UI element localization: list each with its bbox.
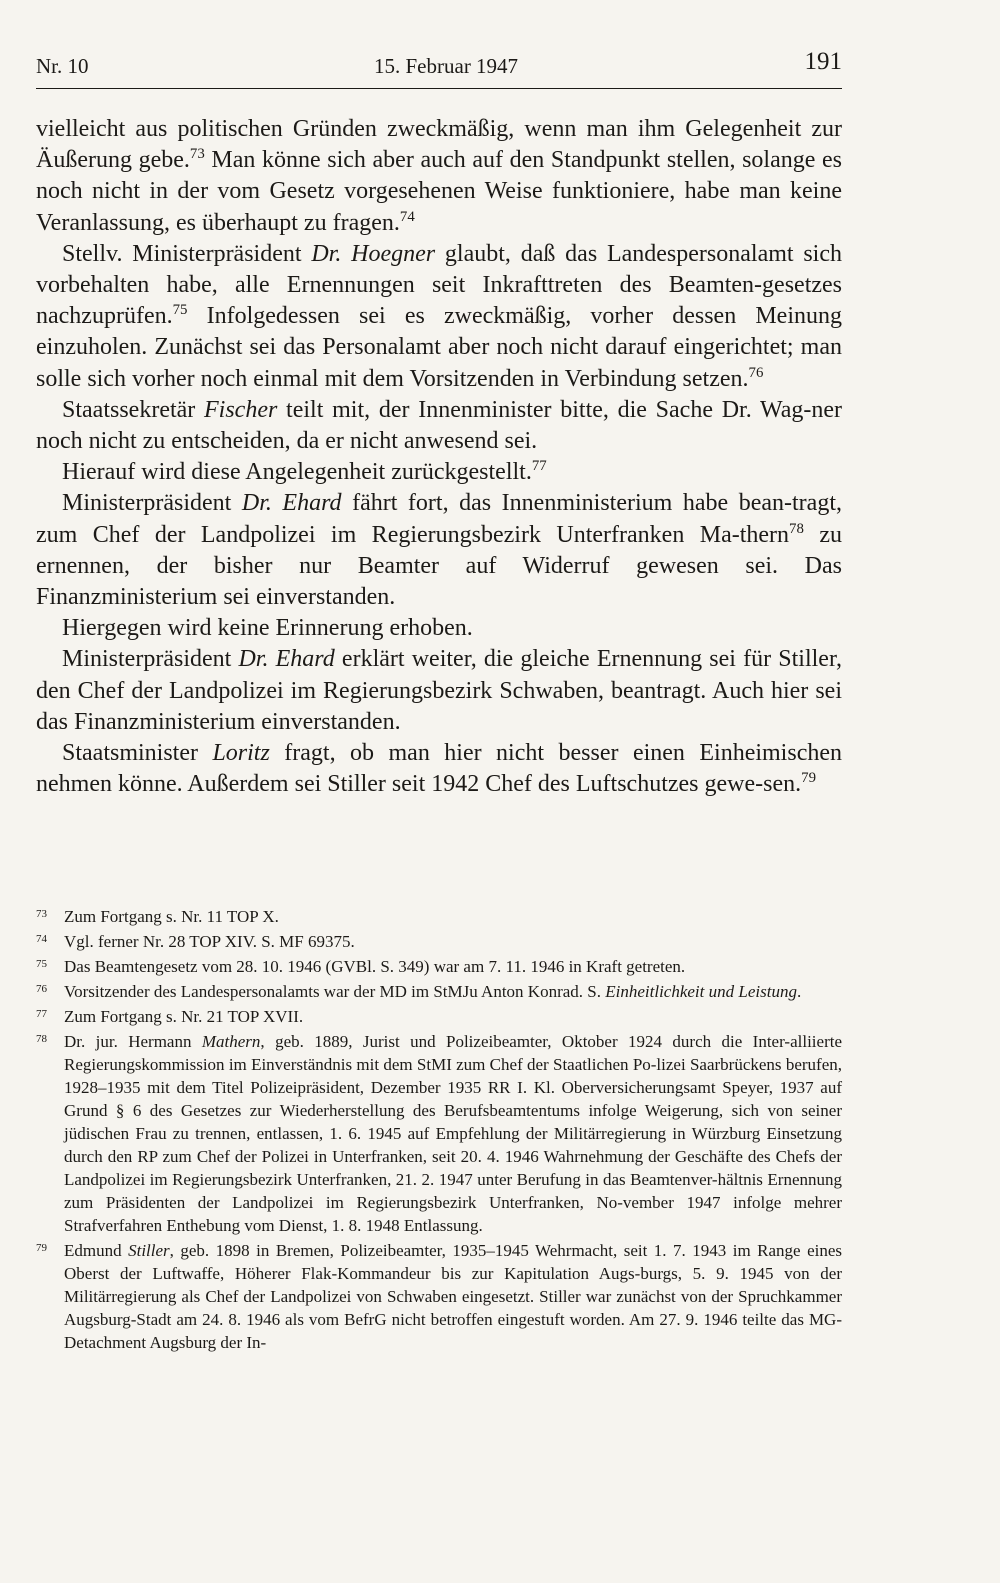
footnote-ref-79[interactable]: 79 (801, 770, 817, 787)
text-run: Ministerpräsident (62, 646, 239, 673)
person-name: Dr. Hoegner (311, 240, 436, 267)
paragraph-2 (36, 239, 842, 395)
footnote-ref-74[interactable]: 74 (399, 208, 415, 225)
text-run: Man könne sich aber auch auf den Standpunkt stellen, solange es noch nicht in der vom Gesetz vorgesehenen Weise funktioniere, habe man keine Veranlassung, es überhaupt zu fragen. (36, 147, 843, 236)
footnote-77 (36, 1005, 842, 1028)
footnote-text: , geb. 1898 in Bremen, Polizeibeamter, 1935–1945 Wehrmacht, seit 1. 7. 1943 im Range eines Oberst der Luftwaffe, Höherer Flak-Kommandeur bis zur Kapitulation Augs-burgs, 5. 9. 1945 von der Militärregierung als Chef der Landpolizei von Schwaben eingesetzt. Stiller war zunächst von der Spruchkammer Augsburg-Stadt am 24. 8. 1946 als vom BefrG nicht betroffen eingestuft worden. Am 27. 9. 1946 teilte das MG-Detachment Augsburg der In- (64, 1241, 842, 1352)
page-header (36, 48, 842, 89)
text-run: Staatsminister (62, 740, 213, 767)
footnote-ref-78[interactable]: 78 (789, 520, 804, 537)
footnote-text: Dr. jur. Hermann (64, 1032, 202, 1051)
publication-title: Einheitlichkeit und Leistung (605, 982, 797, 1001)
person-name: Stiller (128, 1241, 170, 1260)
text-run: Infolgedessen sei es zweckmäßig, vorher dessen Meinung einzuholen. Zunächst sei das Personalamt aber noch nicht darauf eingerichtet; man solle sich vorher noch einmal mit dem Vorsitzenden in Verbindung setzen. (36, 303, 842, 392)
footnote-text: . (796, 982, 802, 1001)
text-run: Staatssekretär (62, 396, 205, 423)
text-run: Stellv. Ministerpräsident (62, 240, 312, 267)
footnote-text: Vorsitzender des Landespersonalamts war der MD im StMJu Anton Konrad. S. (64, 982, 606, 1001)
paragraph-4 (36, 457, 842, 488)
main-text (36, 114, 842, 800)
footnote-text: Vgl. ferner Nr. 28 TOP XIV. S. MF 69375. (64, 932, 355, 951)
footnote-79 (36, 1239, 842, 1354)
footnote-ref-77[interactable]: 77 (531, 458, 547, 475)
text-run: glaubt, daß das Landespersonalamt sich vorbehalten habe, alle Ernennungen seit Inkrafttreten des Beamten-gesetzes nachzuprüfen. (36, 240, 843, 330)
footnote-number: 77 (36, 1008, 47, 1020)
person-name: Fischer (204, 396, 278, 423)
footnote-number: 75 (36, 958, 47, 970)
text-run: teilt mit, der Innenminister bitte, die Sache Dr. Wag-ner noch nicht zu entscheiden, da er nicht anwesend sei. (36, 396, 843, 455)
footnote-number: 74 (36, 933, 47, 945)
footnote-text: Zum Fortgang s. Nr. 21 TOP XVII. (64, 1007, 304, 1026)
text-run: fährt fort, das Innenministerium habe bean-tragt, zum Chef der Landpolizei im Regierungsbezirk Unterfranken Ma-thern (36, 490, 842, 548)
text-run: vielleicht aus politischen Gründen zweckmäßig, wenn man ihm Gelegenheit zur Äußerung gebe. (36, 116, 842, 174)
footnote-76 (36, 980, 842, 1003)
person-name: Dr. Ehard (238, 646, 335, 673)
footnote-number: 79 (36, 1242, 47, 1254)
document-number: Nr. 10 (36, 54, 89, 78)
footnote-text: Das Beamtengesetz vom 28. 10. 1946 (GVBl. S. 349) war am 7. 11. 1946 in Kraft getreten. (64, 957, 686, 976)
paragraph-3 (36, 395, 842, 457)
footnote-text: , geb. 1889, Jurist und Polizeibeamter, Oktober 1924 durch die Inter-alliierte Regierungskommission im Einverständnis mit dem StMI zum Chef der Staatlichen Po-lizei Saarbrückens berufen, 1928–1935 mit dem Titel Polizeipräsident, Dezember 1935 RR I. Kl. Oberversicherungsamt Speyer, 1937 auf Grund § 6 des Gesetzes zur Wiederherstellung des Berufsbeamtentums infolge Weigerung, sich von seiner jüdischen Frau zu trennen, entlassen, 1. 6. 1945 auf Empfehlung der Militärregierung in Würzburg Einsetzung durch den RP zum Chef der Polizei in Unterfranken, seit 20. 4. 1946 Wahrnehmung der Geschäfte des Chefs der Landpolizei im Regierungsbezirk Unterfranken, 21. 2. 1947 unter Berufung in das Beamtenver-hältnis Ernennung zum Präsidenten der Landpolizei im Regierungsbezirk Unterfranken, No-vember 1947 infolge mehrer Strafverfahren Enthebung vom Dienst, 1. 8. 1948 Entlassung. (64, 1032, 842, 1235)
paragraph-8 (36, 738, 842, 800)
footnote-78 (36, 1030, 842, 1237)
document-date: 15. Februar 1947 (374, 54, 519, 78)
footnote-number: 73 (36, 908, 47, 920)
footnote-74 (36, 930, 842, 953)
text-run: Hierauf wird diese Angelegenheit zurückgestellt. (62, 459, 532, 486)
footnote-73 (36, 905, 842, 928)
footnote-ref-73[interactable]: 73 (189, 146, 205, 163)
footnote-ref-75[interactable]: 75 (172, 302, 188, 319)
text-run: fragt, ob man hier nicht besser einen Einheimischen nehmen könne. Außerdem sei Stiller seit 1942 Chef des Luftschutzes gewe-sen. (36, 740, 842, 798)
text-run: Hiergegen wird keine Erinnerung erhoben. (62, 615, 473, 642)
text-run: zu ernennen, der bisher nur Beamter auf Widerruf gewesen sei. Das Finanzministerium sei einverstanden. (36, 521, 842, 611)
footnote-text: Zum Fortgang s. Nr. 11 TOP X. (64, 907, 279, 926)
paragraph-7 (36, 644, 842, 738)
footnotes (36, 905, 842, 1356)
footnote-ref-76[interactable]: 76 (748, 364, 764, 381)
text-run: Ministerpräsident (62, 490, 242, 517)
paragraph-5 (36, 488, 842, 613)
person-name: Dr. Ehard (241, 490, 342, 517)
paragraph-6 (36, 613, 842, 644)
footnote-number: 78 (36, 1033, 47, 1045)
footnote-number: 76 (36, 983, 47, 995)
person-name: Mathern (201, 1032, 261, 1051)
person-name: Loritz (212, 740, 270, 767)
page-number: 191 (804, 48, 842, 75)
footnote-75 (36, 955, 842, 978)
footnote-text: Edmund (64, 1241, 129, 1260)
paragraph-1 (36, 114, 842, 239)
text-run: erklärt weiter, die gleiche Ernennung sei für Stiller, den Chef der Landpolizei im Regierungsbezirk Schwaben, beantragt. Auch hier sei das Finanzministerium einverstanden. (36, 646, 842, 735)
